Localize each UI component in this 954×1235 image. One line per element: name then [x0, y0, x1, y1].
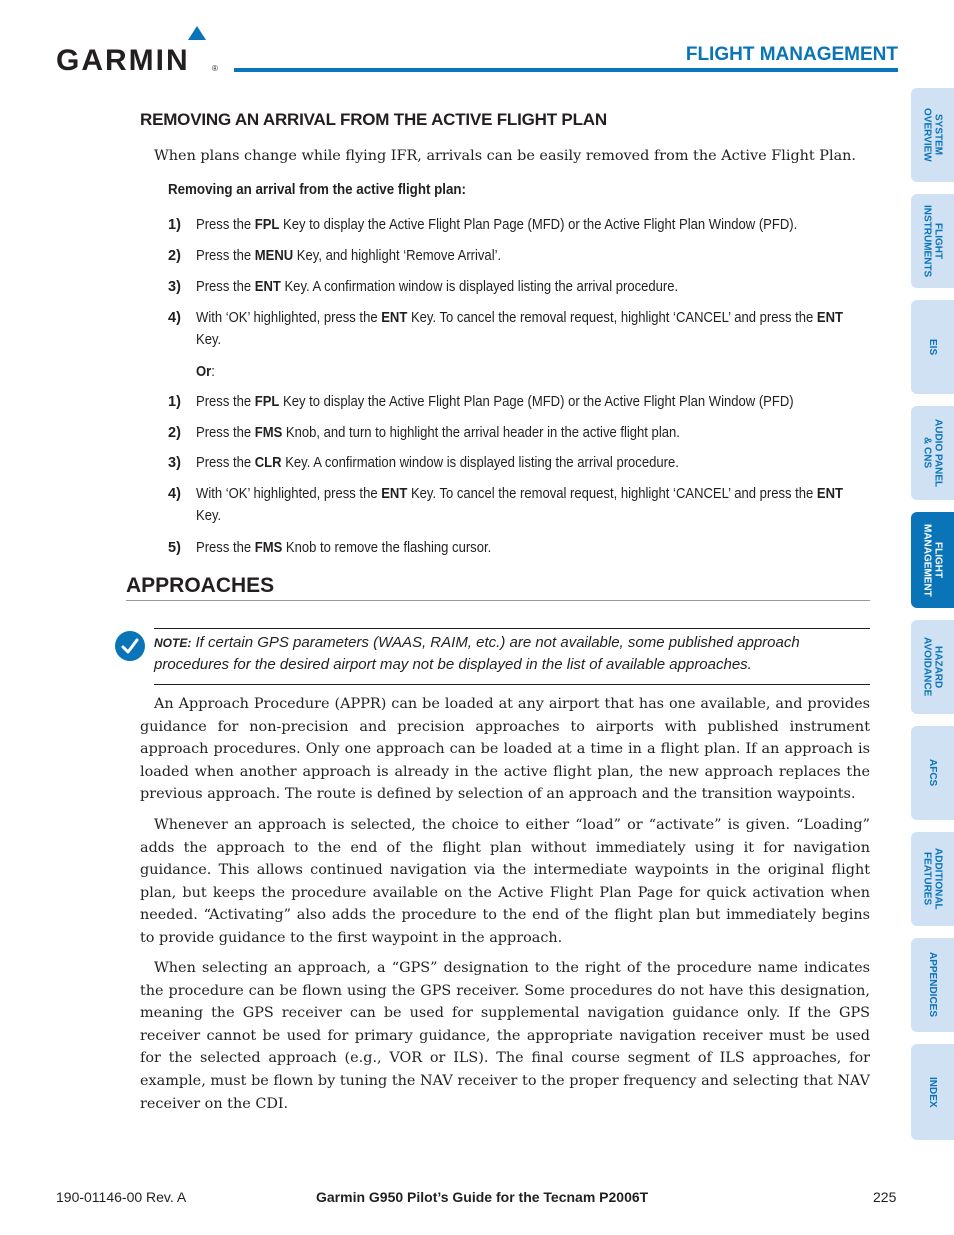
step-text: With ‘OK’ highlighted, press the ENT Key. To cancel the removal request, highlight ‘CANCEL’ and press the ENT Key. [196, 486, 844, 524]
tab-hazard-avoidance[interactable] [911, 620, 954, 714]
step-b4 [168, 483, 868, 529]
step-number: 4) [168, 486, 181, 502]
step-text: Press the FPL Key to display the Active Flight Plan Page (MFD) or the Active Flight Plan Window (PFD) [196, 394, 794, 410]
heading-rule [126, 600, 870, 601]
tab-appendices[interactable] [911, 938, 954, 1032]
doc-title: Garmin G950 Pilot’s Guide for the Tecnam P2006T [316, 1189, 649, 1205]
step-number: 3) [168, 279, 181, 295]
step-text: Press the MENU Key, and highlight ‘Remove Arrival’. [196, 248, 502, 264]
key-name: FMS [254, 425, 283, 441]
tab-label: FLIGHT INSTRUMENTS [921, 204, 944, 278]
key-name: MENU [254, 248, 294, 264]
tab-label: AFCS [927, 759, 938, 787]
step-number: 2) [168, 248, 181, 264]
step-text: Press the CLR Key. A confirmation window is displayed listing the arrival procedure. [196, 455, 679, 471]
tab-system-overview[interactable] [911, 88, 954, 182]
step-number: 1) [168, 394, 181, 410]
removing-arrival-heading: REMOVING AN ARRIVAL FROM THE ACTIVE FLIGHT PLAN [140, 110, 607, 129]
tab-label: HAZARD AVOIDANCE [921, 637, 944, 697]
step-text: Press the FPL Key to display the Active Flight Plan Page (MFD) or the Active Flight Plan Window (PFD). [196, 217, 798, 233]
tab-afcs[interactable] [911, 726, 954, 820]
step-number: 1) [168, 217, 181, 233]
tab-flight-instruments[interactable] [911, 194, 954, 288]
step-text: Press the FMS Knob to remove the flashing cursor. [196, 540, 492, 556]
note-checkmark-icon [114, 630, 146, 662]
key-name: ENT [381, 486, 408, 502]
approach-paragraph-3: When selecting an approach, a “GPS” designation to the right of the procedure name indicates the procedure can be flown using the GPS receiver. Some procedures do not have this designation, meaning the GPS receiver can be used for supplemental navigation guidance only. If the GPS receiver cannot be used for primary guidance, the appropriate navigation receiver must be used for the selected approach (e.g., VOR or ILS). The final course segment of ILS approaches, for example, must be flown by tuning the NAV receiver to the proper frequency and selecting that NAV receiver on the CDI. [140, 960, 870, 1112]
key-name: ENT [254, 279, 281, 295]
approaches-heading: APPROACHES [126, 574, 275, 597]
key-name: ENT [381, 310, 408, 326]
note-label: NOTE: [154, 636, 192, 650]
approach-paragraph-2: Whenever an approach is selected, the choice to either “load” or “activate” is given. “Loading” adds the approach to the end of the flight plan without immediately using it for navigation guidance. This allows continued navigation via the intermediate waypoints in the original flight plan, but keeps the procedure available on the Active Flight Plan Page for quick activation when needed. “Activating” also adds the procedure to the end of the flight plan but immediately begins to provide guidance to the first waypoint in the approach. [140, 817, 870, 946]
tab-eis[interactable] [911, 300, 954, 394]
note-rule-bottom [154, 684, 870, 685]
tab-label: SYSTEM OVERVIEW [921, 108, 944, 162]
key-name: FMS [254, 540, 283, 556]
tab-label: FLIGHT MANAGEMENT [921, 523, 944, 597]
step-number: 4) [168, 310, 181, 326]
tab-label: EIS [927, 338, 938, 356]
step-text: Press the FMS Knob, and turn to highlight the arrival header in the active flight plan. [196, 425, 680, 441]
page-number: 225 [873, 1189, 897, 1205]
note-text: If certain GPS parameters (WAAS, RAIM, etc.) are not available, some published approach procedures for the desired airport may not be displayed in the list of available approaches. [154, 634, 800, 673]
doc-number: 190-01146-00 Rev. A [56, 1189, 187, 1205]
removing-intro [140, 145, 870, 168]
tab-label: ADDITIONAL FEATURES [921, 848, 944, 910]
step-text: With ‘OK’ highlighted, press the ENT Key. To cancel the removal request, highlight ‘CANCEL’ and press the ENT Key. [196, 310, 844, 348]
key-name: ENT [816, 486, 844, 502]
tab-flight-management[interactable] [911, 512, 954, 608]
section-title: FLIGHT MANAGEMENT [685, 44, 898, 65]
step-number: 5) [168, 540, 181, 556]
tab-label: INDEX [927, 1076, 938, 1108]
logo-registered-mark: ® [212, 64, 218, 73]
header-rule [234, 68, 898, 72]
key-name: FPL [254, 217, 280, 233]
tab-index[interactable] [911, 1044, 954, 1140]
or-text: Or: [196, 364, 215, 380]
removing-intro-text: When plans change while flying IFR, arrivals can be easily removed from the Active Flight Plan. [154, 148, 856, 164]
step-number: 3) [168, 455, 181, 471]
step-text: Press the ENT Key. A confirmation window is displayed listing the arrival procedure. [196, 279, 679, 295]
note-box [154, 632, 870, 676]
tab-audio-panel[interactable] [911, 406, 954, 500]
tab-additional-features[interactable] [911, 832, 954, 926]
procedure-subheading: Removing an arrival from the active flight plan: [168, 182, 466, 198]
tab-label: AUDIO PANEL & CNS [921, 418, 944, 488]
key-name: CLR [254, 455, 282, 471]
step-a4 [168, 307, 868, 353]
garmin-logo [56, 26, 218, 76]
logo-text: GARMIN [56, 44, 190, 77]
key-name: ENT [816, 310, 844, 326]
tab-label: APPENDICES [927, 952, 938, 1018]
step-number: 2) [168, 425, 181, 441]
logo-triangle-icon [188, 26, 206, 40]
key-name: FPL [254, 394, 280, 410]
approach-paragraph-1: An Approach Procedure (APPR) can be loaded at any airport that has one available, and provides guidance for non-precision and precision approaches to airports with published instrument approach procedures. Only one approach can be loaded at a time in a flight plan. If an approach is loaded when another approach is already in the active flight plan, the new approach replaces the previous approach. The route is defined by selection of an approach and the transition waypoints. [140, 696, 870, 803]
note-rule-top [154, 628, 870, 629]
